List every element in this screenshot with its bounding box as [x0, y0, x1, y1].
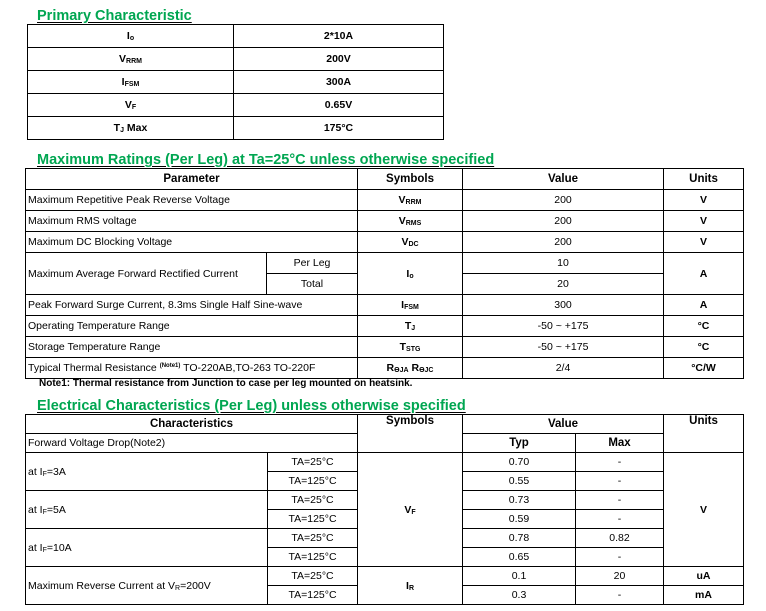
param-cell: Maximum RMS voltage: [26, 211, 358, 232]
param-cell: Operating Temperature Range: [26, 316, 358, 337]
typ-cell: 0.65: [463, 548, 576, 567]
table-row: [26, 232, 744, 253]
symbols-header: Symbols: [358, 415, 463, 453]
max-cell: -: [576, 472, 664, 491]
param-cell: Typical Thermal Resistance $^{(Note1)}$ TO-220AB,TO-263 TO-220F: [26, 358, 358, 379]
unit-cell: V: [664, 211, 744, 232]
typ-cell: 0.1: [463, 567, 576, 586]
param-cell: Maximum DC Blocking Voltage: [26, 232, 358, 253]
sub-param-cell: Per Leg: [267, 253, 358, 274]
temp-cell: TA=125°C: [268, 510, 358, 529]
table-row: [26, 337, 744, 358]
symbol-cell: $I_o$: [28, 25, 234, 48]
typ-header: Typ: [463, 434, 576, 453]
typ-cell: 0.59: [463, 510, 576, 529]
symbol-cell: $I_{FSM}$: [28, 71, 234, 94]
unit-cell: °C/W: [664, 358, 744, 379]
parameter-header: Parameter: [26, 169, 358, 190]
param-cell: Maximum Average Forward Rectified Current: [26, 253, 267, 295]
symbol-cell: $V_{RMS}$: [358, 211, 463, 232]
value-cell: 2*10A: [234, 25, 444, 48]
symbol-cell: $I_o$: [358, 253, 463, 295]
table-row: [26, 190, 744, 211]
typ-cell: 0.70: [463, 453, 576, 472]
value-cell: 2/4: [463, 358, 664, 379]
symbol-cell: $V_{DC}$: [358, 232, 463, 253]
max-cell: 20: [576, 567, 664, 586]
value-cell: -50 ~ +175: [463, 337, 664, 358]
value-cell: 0.65V: [234, 94, 444, 117]
value-cell: 175°C: [234, 117, 444, 140]
condition-cell: at $I_F=10A$: [26, 529, 268, 567]
unit-cell: mA: [664, 586, 744, 605]
primary-title: Primary Characteristic: [37, 8, 192, 24]
table-row: [28, 48, 444, 71]
units-header: Units: [664, 169, 744, 190]
header-row: [26, 169, 744, 190]
table-row: [28, 71, 444, 94]
symbol-cell: $I_{FSM}$: [358, 295, 463, 316]
characteristics-header: Characteristics: [26, 415, 358, 434]
max-cell: -: [576, 586, 664, 605]
value-cell: 200: [463, 232, 664, 253]
table-row: [28, 117, 444, 140]
typ-cell: 0.3: [463, 586, 576, 605]
table-row: [26, 567, 744, 586]
max-cell: -: [576, 453, 664, 472]
unit-cell: A: [664, 253, 744, 295]
ratings-title: Maximum Ratings (Per Leg) at Ta=25°C unless otherwise specified: [37, 152, 495, 168]
symbol-cell: $V_F$: [358, 453, 463, 567]
temp-cell: TA=25°C: [268, 453, 358, 472]
condition-cell: at $I_F=3A$: [26, 453, 268, 491]
value-header: Value: [463, 169, 664, 190]
param-cell: Storage Temperature Range: [26, 337, 358, 358]
header-row: [26, 415, 744, 434]
electrical-table: [25, 414, 744, 605]
table-row: [28, 94, 444, 117]
symbol-cell: $V_{RRM}$: [28, 48, 234, 71]
value-cell: 200: [463, 211, 664, 232]
table-row: [26, 358, 744, 379]
typ-cell: 0.78: [463, 529, 576, 548]
unit-cell: A: [664, 295, 744, 316]
temp-cell: TA=25°C: [268, 567, 358, 586]
table-row: [26, 211, 744, 232]
primary-table: [27, 24, 444, 140]
temp-cell: TA=125°C: [268, 548, 358, 567]
ratings-table: [25, 168, 744, 379]
table-row: [28, 25, 444, 48]
sub-param-cell: Total: [267, 274, 358, 295]
value-cell: 300A: [234, 71, 444, 94]
max-cell: -: [576, 491, 664, 510]
symbol-cell: $T_J$: [358, 316, 463, 337]
value-cell: 200V: [234, 48, 444, 71]
symbol-cell: $V_{RRM}$: [358, 190, 463, 211]
max-cell: -: [576, 510, 664, 529]
value-cell: 20: [463, 274, 664, 295]
value-header: Value: [463, 415, 664, 434]
temp-cell: TA=125°C: [268, 472, 358, 491]
unit-cell: V: [664, 190, 744, 211]
symbol-cell: $T_{STG}$: [358, 337, 463, 358]
param-cell: Peak Forward Surge Current, 8.3ms Single Half Sine-wave: [26, 295, 358, 316]
table-row: [26, 316, 744, 337]
max-cell: -: [576, 548, 664, 567]
units-header: Units: [664, 415, 744, 453]
temp-cell: TA=25°C: [268, 529, 358, 548]
electrical-title: Electrical Characteristics (Per Leg) unless otherwise specified: [37, 398, 466, 414]
ratings-note: Note1: Thermal resistance from Junction to case per leg mounted on heatsink.: [39, 378, 413, 389]
typ-cell: 0.55: [463, 472, 576, 491]
value-cell: 10: [463, 253, 664, 274]
table-row: [26, 453, 744, 472]
symbols-header: Symbols: [358, 169, 463, 190]
symbol-cell: $I_R$: [358, 567, 463, 605]
symbol-cell: $V_F$: [28, 94, 234, 117]
condition-cell: at $I_F=5A$: [26, 491, 268, 529]
unit-cell: V: [664, 453, 744, 567]
value-cell: -50 ~ +175: [463, 316, 664, 337]
value-cell: 200: [463, 190, 664, 211]
forward-voltage-label: Forward Voltage Drop(Note2): [26, 434, 358, 453]
table-row: [26, 295, 744, 316]
unit-cell: uA: [664, 567, 744, 586]
condition-cell: Maximum Reverse Current at $V_R=200V$: [26, 567, 268, 605]
unit-cell: °C: [664, 337, 744, 358]
param-cell: Maximum Repetitive Peak Reverse Voltage: [26, 190, 358, 211]
max-header: Max: [576, 434, 664, 453]
unit-cell: °C: [664, 316, 744, 337]
value-cell: 300: [463, 295, 664, 316]
typ-cell: 0.73: [463, 491, 576, 510]
max-cell: 0.82: [576, 529, 664, 548]
table-row: [26, 253, 744, 274]
symbol-cell: $T_J$ Max: [28, 117, 234, 140]
temp-cell: TA=25°C: [268, 491, 358, 510]
temp-cell: TA=125°C: [268, 586, 358, 605]
unit-cell: V: [664, 232, 744, 253]
symbol-cell: $R_{ƟJA}$ $R_{ƟJC}$: [358, 358, 463, 379]
